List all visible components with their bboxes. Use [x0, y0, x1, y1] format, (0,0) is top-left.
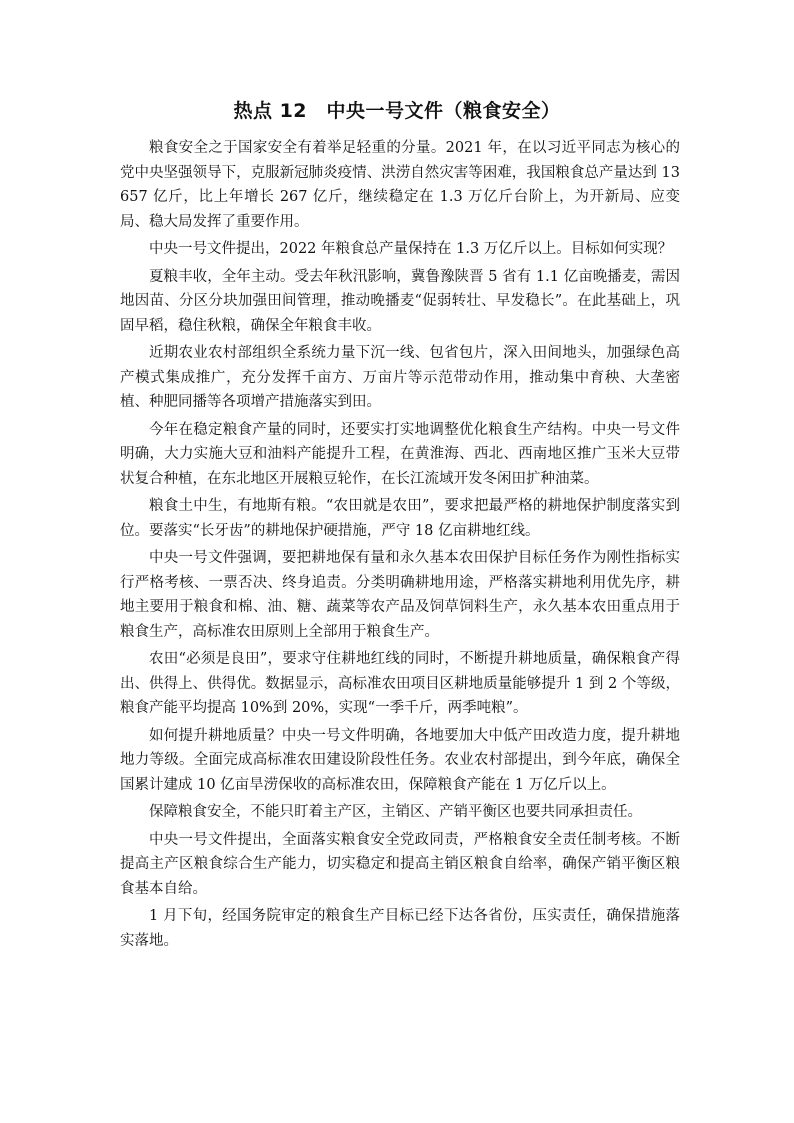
- paragraph: 粮食土中生，有地斯有粮。“农田就是农田”，要求把最严格的耕地保护制度落实到位。要落实“长牙齿”的耕地保护硬措施，严守 18 亿亩耕地红线。: [120, 498, 680, 539]
- paragraph: 如何提升耕地质量？中央一号文件明确，各地要加大中低产田改造力度，提升耕地地力等级。全面完成高标准农田建设阶段性任务。农业农村部提出，到今年底，确保全国累计建成 10 亿亩旱涝保收的高标准农田，保障粮食产能在 1 万亿斤以上。: [120, 727, 680, 793]
- paragraph: 中央一号文件强调，要把耕地保有量和永久基本农田保护目标任务作为刚性指标实行严格考核、一票否决、终身追责。分类明确耕地用途，严格落实耕地利用优先序，耕地主要用于粮食和棉、油、糖、蔬菜等农产品及饲草饲料生产，永久基本农田重点用于粮食生产，高标准农田原则上全部用于粮食生产。: [120, 550, 680, 640]
- paragraph: 农田“必须是良田”，要求守住耕地红线的同时，不断提升耕地质量，确保粮食产得出、供得上、供得优。数据显示，高标准农田项目区耕地质量能够提升 1 到 2 个等级，粮食产能平均提高 10%到 20%，实现“一季千斤，两季吨粮”。: [120, 651, 680, 716]
- paragraph: 1 月下旬，经国务院审定的粮食生产目标已经下达各省份，压实责任，确保措施落实落地。: [120, 908, 680, 949]
- paragraph: 近期农业农村部组织全系统力量下沉一线、包省包片，深入田间地头，加强绿色高产模式集成推广，充分发挥千亩方、万亩片等示范带动作用，推动集中育秧、大垄密植、种肥同播等各项增产措施落实到田。: [120, 345, 680, 410]
- paragraph: 中央一号文件提出，全面落实粮食安全党政同责，严格粮食安全责任制考核。不断提高主产区粮食综合生产能力，切实稳定和提高主销区粮食自给率，确保产销平衡区粮食基本自给。: [120, 831, 680, 897]
- document-title: 热点 12 中央一号文件（粮食安全）: [233, 100, 561, 122]
- paragraph: 夏粮丰收，全年主动。受去年秋汛影响，冀鲁豫陕晋 5 省有 1.1 亿亩晚播麦，需因地因苗、分区分块加强田间管理，推动晚播麦“促弱转壮、早发稳长”。在此基础上，巩固早稻，稳住秋粮，确保全年粮食丰收。: [120, 268, 680, 334]
- paragraph: 保障粮食安全，不能只盯着主产区，主销区、产销平衡区也要共同承担责任。: [149, 804, 642, 820]
- paragraph: 今年在稳定粮食产量的同时，还要实打实地调整优化粮食生产结构。中央一号文件明确，大力实施大豆和油料产能提升工程，在黄淮海、西北、西南地区推广玉米大豆带状复合种植，在东北地区开展粮豆轮作，在长江流域开发冬闲田扩种油菜。: [120, 421, 680, 487]
- paragraph: 粮食安全之于国家安全有着举足轻重的分量。2021 年，在以习近平同志为核心的党中央坚强领导下，克服新冠肺炎疫情、洪涝自然灾害等困难，我国粮食总产量达到 13657 亿斤，比上年增长 267 亿斤，继续稳定在 1.3 万亿斤台阶上，为开新局、应变局、稳大局发挥了重要作用。: [120, 140, 680, 230]
- paragraph: 中央一号文件提出，2022 年粮食总产量保持在 1.3 万亿斤以上。目标如何实现？: [149, 241, 673, 257]
- document-body: [120, 136, 680, 956]
